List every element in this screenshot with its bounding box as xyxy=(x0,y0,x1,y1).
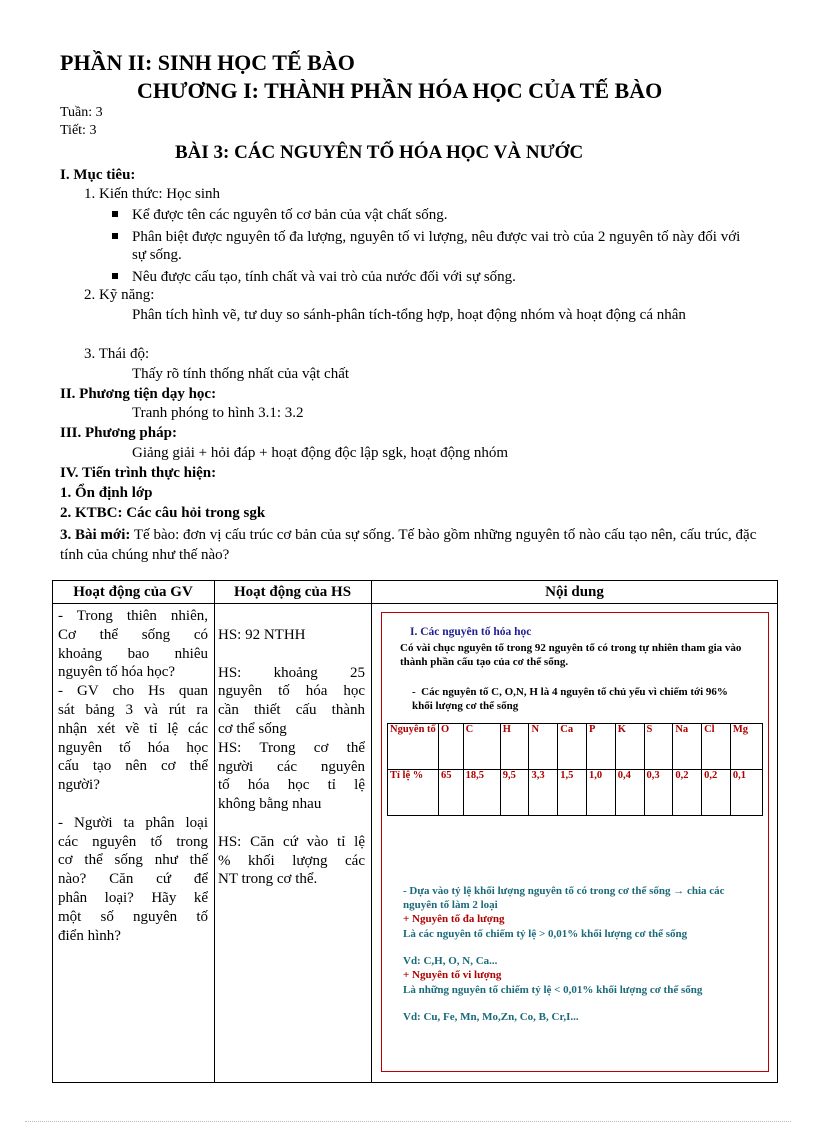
gv-line: nào? Căn cứ để xyxy=(58,871,208,888)
element-row xyxy=(388,724,763,770)
ratio-cell: 0,2 xyxy=(673,770,702,816)
table-col-divider-2 xyxy=(371,580,372,1083)
gv-line: người? xyxy=(58,777,100,794)
table-header-divider xyxy=(52,603,778,604)
process-step2: 2. KTBC: Các câu hỏi trong sgk xyxy=(60,505,266,521)
ratio-cell: 0,2 xyxy=(702,770,731,816)
gv-line: cơ thể sống như thế xyxy=(58,852,208,869)
element-cell: Cl xyxy=(702,724,731,770)
means-heading: II. Phương tiện dạy học: xyxy=(60,386,217,402)
header-gv: Hoạt động của GV xyxy=(73,584,193,600)
skills-text: Phân tích hình vẽ, tư duy so sánh-phân tích-tổng hợp, hoạt động nhóm và hoạt động cá nhân xyxy=(132,307,686,323)
hs-line: tố hóa học tỉ lệ xyxy=(218,777,365,794)
gv-line: khoảng bao nhiêu xyxy=(58,645,208,662)
gv-line: các nguyên tố trong xyxy=(58,833,208,850)
period-label: Tiết: 3 xyxy=(60,123,97,138)
knowledge-bullet: Phân biệt được nguyên tố đa lượng, nguyên tố vi lượng, nêu được vai trò của 2 nguyên tố này đối với sự sống. xyxy=(108,228,758,264)
ratio-cell: 0,1 xyxy=(730,770,762,816)
element-cell: K xyxy=(615,724,644,770)
ratio-cell: 1,5 xyxy=(558,770,587,816)
gv-line: điển hình? xyxy=(58,927,121,944)
element-cell: O xyxy=(439,724,464,770)
ratio-cell: 1,0 xyxy=(587,770,616,816)
gv-line: - Người ta phân loại xyxy=(58,814,208,831)
ratio-cell: 3,3 xyxy=(529,770,558,816)
knowledge-label: 1. Kiến thức: Học sinh xyxy=(84,186,221,202)
ratio-cell: 9,5 xyxy=(500,770,529,816)
hs-line: HS: khoảng 25 xyxy=(218,664,365,681)
gv-line: nhận xét về tỉ lệ các xyxy=(58,720,208,737)
skills-label: 2. Kỹ năng: xyxy=(84,287,155,303)
dash-icon: - xyxy=(412,686,422,698)
element-cell: H xyxy=(500,724,529,770)
macro-definition: Là các nguyên tố chiếm tỷ lệ > 0,01% khối lượng cơ thể sống xyxy=(403,928,688,940)
hs-line: không bằng nhau xyxy=(218,796,322,813)
ratio-row xyxy=(388,770,763,816)
knowledge-bullet: Nêu được cấu tạo, tính chất và vai trò của nước đối với sự sống. xyxy=(108,268,758,286)
hs-line: cần thiết cấu thành xyxy=(218,702,365,719)
element-header-cell: Nguyên tố xyxy=(388,724,439,770)
ratio-cell: 0,4 xyxy=(615,770,644,816)
gv-line: nguyên tố hóa học? xyxy=(58,664,176,681)
element-cell: P xyxy=(587,724,616,770)
objectives-heading: I. Mục tiêu: xyxy=(60,167,136,183)
header-hs: Hoạt động của HS xyxy=(233,584,352,600)
chapter-title: CHƯƠNG I: THÀNH PHẦN HÓA HỌC CỦA TẾ BÀO xyxy=(137,78,663,103)
hs-line: HS: Trong cơ thể xyxy=(218,739,365,756)
content-para1: Có vài chục nguyên tố trong 92 nguyên tố có trong tự nhiên tham gia vào thành phần cấu tạo của cơ thể sống. xyxy=(400,642,742,668)
ratio-cell: 65 xyxy=(439,770,464,816)
element-cell: C xyxy=(463,724,500,770)
gv-line: - Trong thiên nhiên, xyxy=(58,608,208,624)
ratio-cell: 18,5 xyxy=(463,770,500,816)
week-label: Tuần: 3 xyxy=(60,105,103,120)
process-step1: 1. Ổn định lớp xyxy=(60,485,153,501)
bullet-square-icon xyxy=(112,273,118,279)
page-bottom-edge xyxy=(25,1121,791,1122)
micro-title: + Nguyên tố vi lượng xyxy=(403,969,502,981)
ratio-cell: 0,3 xyxy=(644,770,673,816)
gv-line: Cơ thể sống có xyxy=(58,626,208,643)
content-para2: - Các nguyên tố C, O,N, H là 4 nguyên tố chủ yếu vì chiếm tới 96% khối lượng cơ thể sống xyxy=(412,686,728,712)
element-table xyxy=(387,723,763,816)
bullet-square-icon xyxy=(112,233,118,239)
gv-line: - GV cho Hs quan xyxy=(58,683,208,700)
hs-line: nguyên tố hóa học xyxy=(218,683,365,700)
knowledge-bullet: Kể được tên các nguyên tố cơ bản của vật chất sống. xyxy=(108,206,758,224)
element-cell: Na xyxy=(673,724,702,770)
knowledge-bullets xyxy=(108,206,758,290)
gv-line: một số nguyên tố xyxy=(58,908,208,925)
macro-title: + Nguyên tố đa lượng xyxy=(403,913,505,925)
attitude-text: Thấy rõ tính thống nhất của vật chất xyxy=(132,366,350,382)
gv-line: nguyên tố hóa học xyxy=(58,739,208,756)
part-title: PHẦN II: SINH HỌC TẾ BÀO xyxy=(60,50,355,75)
macro-example: Vd: C,H, O, N, Ca... xyxy=(403,955,498,967)
hs-line: người các nguyên xyxy=(218,758,365,775)
hs-line-blank xyxy=(218,645,365,664)
content-section-title: I. Các nguyên tố hóa học xyxy=(410,626,532,638)
methods-heading: III. Phương pháp: xyxy=(60,425,177,441)
attitude-label: 3. Thái độ: xyxy=(84,346,150,362)
gv-line: phân loại? Hãy kể xyxy=(58,889,208,906)
element-cell: N xyxy=(529,724,558,770)
ratio-header-cell: Tỉ lệ % xyxy=(388,770,439,816)
hs-column xyxy=(218,626,365,889)
element-cell: S xyxy=(644,724,673,770)
content-classify: - Dựa vào tỷ lệ khối lượng nguyên tố có trong cơ thể sống → chia các nguyên tố làm 2 loại xyxy=(403,885,725,911)
content-slide xyxy=(381,612,769,1072)
hs-line-blank xyxy=(218,814,365,833)
element-cell: Ca xyxy=(558,724,587,770)
means-text: Tranh phóng to hình 3.1: 3.2 xyxy=(132,405,304,421)
process-step3: 3. Bài mới: Tế bào: đơn vị cấu trúc cơ bản của sự sống. Tế bào gồm những nguyên tố nào cấu tạo nên, cấu trúc, đặc tính của chúng như thế nào? xyxy=(60,527,757,563)
table-col-divider-1 xyxy=(214,580,215,1083)
lesson-title: BÀI 3: CÁC NGUYÊN TỐ HÓA HỌC VÀ NƯỚC xyxy=(175,142,584,163)
gv-line: sát bảng 3 và rút ra xyxy=(58,701,208,718)
bullet-square-icon xyxy=(112,211,118,217)
micro-definition: Là những nguyên tố chiếm tỷ lệ < 0,01% khối lượng cơ thể sống xyxy=(403,984,703,996)
gv-line-blank xyxy=(58,795,208,814)
hs-line: cơ thể sống xyxy=(218,720,287,737)
micro-example: Vd: Cu, Fe, Mn, Mo,Zn, Co, B, Cr,I... xyxy=(403,1011,579,1023)
hs-line: HS: 92 NTHH xyxy=(218,627,306,643)
element-cell: Mg xyxy=(730,724,762,770)
hs-line: % khối lượng các xyxy=(218,852,365,869)
header-content: Nội dung xyxy=(545,584,604,600)
hs-line: HS: Căn cứ vào tỉ lệ xyxy=(218,833,365,850)
hs-line: NT trong cơ thể. xyxy=(218,871,318,888)
gv-line: cấu tạo nên cơ thể xyxy=(58,758,208,775)
gv-column xyxy=(58,607,208,945)
process-heading: IV. Tiến trình thực hiện: xyxy=(60,465,217,481)
methods-text: Giảng giải + hỏi đáp + hoạt động độc lập sgk, hoạt động nhóm xyxy=(132,445,509,461)
